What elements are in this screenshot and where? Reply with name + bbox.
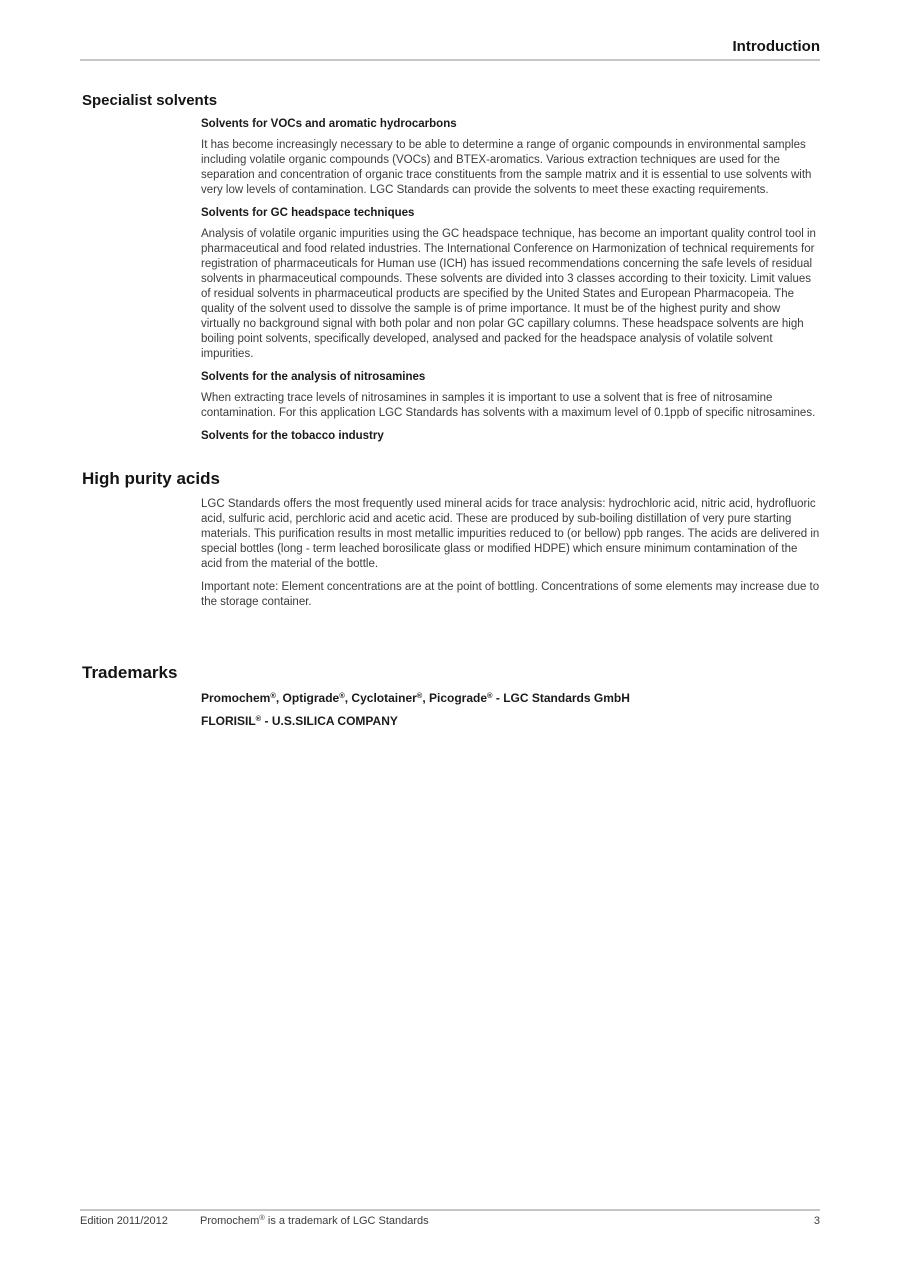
subsection-heading: Solvents for GC headspace techniques (201, 207, 415, 219)
subsection-tobacco (201, 429, 820, 443)
subsection-heading: Solvents for the analysis of nitrosamines (201, 371, 426, 383)
page-header-title: Introduction (732, 38, 820, 55)
page-content (0, 38, 900, 729)
registered-mark: ® (487, 691, 493, 700)
paragraph: LGC Standards offers the most frequently used mineral acids for trace analysis: hydrochloric acid, nitric acid, hydrofluoric acid, sulfuric acid, perchloric acid and acetic acid. These are produced by sub-boiling distillation of very pure starting materials. This purification results in most metallic impurities reduced to (or bellow) ppb ranges. The acids are delivered in special bottles (long - term leached borosilicate glass or modified HDPE) which ensure minimum contamination of the acid from the material of the bottle. (201, 498, 820, 570)
section-body (201, 497, 820, 610)
footer-trademark-rest: is a trademark of LGC Standards (264, 1215, 429, 1227)
section-heading: Trademarks (82, 663, 178, 682)
paragraph: Important note: Element concentrations are at the point of bottling. Concentrations of some elements may increase due to the storage container. (201, 581, 820, 608)
subsection-vocs (201, 117, 820, 198)
trademark-text: , Cyclotainer (344, 691, 417, 705)
section-heading: High purity acids (82, 469, 220, 488)
paragraph: It has become increasingly necessary to be able to determine a range of organic compounds in environmental samples including volatile organic compounds (VOCs) and BTEX-aromatics. Various extraction techniques are used for the separation and concentration of organic trace constituents from the sample matrix and it is essential to use solvents with very low levels of contamination. LGC Standards can provide the solvents to meet these exacting requirements. (201, 139, 812, 196)
trademark-line (201, 714, 820, 729)
subsection-nitrosamines (201, 370, 820, 421)
section-trademarks (80, 663, 820, 729)
trademark-text: Promochem (201, 691, 271, 705)
registered-mark: ® (259, 1213, 265, 1222)
registered-mark: ® (270, 691, 276, 700)
paragraph: When extracting trace levels of nitrosamines in samples it is important to use a solvent that is free of nitrosamine contamination. For this application LGC Standards has solvents with a maximum level of 0.1ppb of specific nitrosamines. (201, 392, 816, 419)
registered-mark: ® (416, 691, 423, 700)
footer-edition: Edition 2011/2012 (80, 1215, 168, 1227)
subsection-gc-headspace (201, 206, 820, 362)
section-body (201, 691, 820, 729)
section-high-purity-acids (80, 469, 820, 610)
trademark-text: - LGC Standards GmbH (492, 691, 630, 705)
registered-mark: ® (255, 714, 262, 723)
footer-trademark-name: Promochem (200, 1215, 260, 1227)
page-footer (80, 1209, 820, 1228)
footer-trademark-note (200, 1215, 814, 1228)
subsection-heading: Solvents for the tobacco industry (201, 430, 384, 442)
trademark-text: - U.S.SILICA COMPANY (261, 714, 398, 728)
section-body (201, 117, 820, 443)
subsection-heading: Solvents for VOCs and aromatic hydrocarbons (201, 118, 457, 130)
registered-mark: ® (339, 691, 345, 700)
trademark-text: , Picograde (422, 691, 488, 705)
section-specialist-solvents (80, 92, 820, 443)
trademark-text: , Optigrade (275, 691, 340, 705)
trademark-text: FLORISIL (201, 714, 256, 728)
section-heading: Specialist solvents (82, 92, 218, 109)
footer-page-number: 3 (813, 1215, 820, 1227)
header-rule (80, 59, 820, 61)
paragraph: Analysis of volatile organic impurities using the GC headspace technique, has become an important quality control tool in pharmaceutical and food related industries. The International Conference on Harmonization of technical requirements for registration of pharmaceuticals for Human use (ICH) has issued recommendations concerning the safe levels of residual solvents in pharmaceutical compounds. These solvents are divided into 3 classes according to their toxicity. Limit values of residual solvents in pharmaceutical products are specified by the United States and European Pharmacopeia. The quality of the solvent used to dissolve the sample is of prime importance. It must be of the highest purity and show virtually no background signal with both polar and non polar GC capillary columns. These headspace solvents are high boiling point solvents, specifically developed, analysed and packed for the headspace analysis of volatile solvent impurities. (201, 228, 816, 360)
trademark-line (201, 691, 820, 706)
